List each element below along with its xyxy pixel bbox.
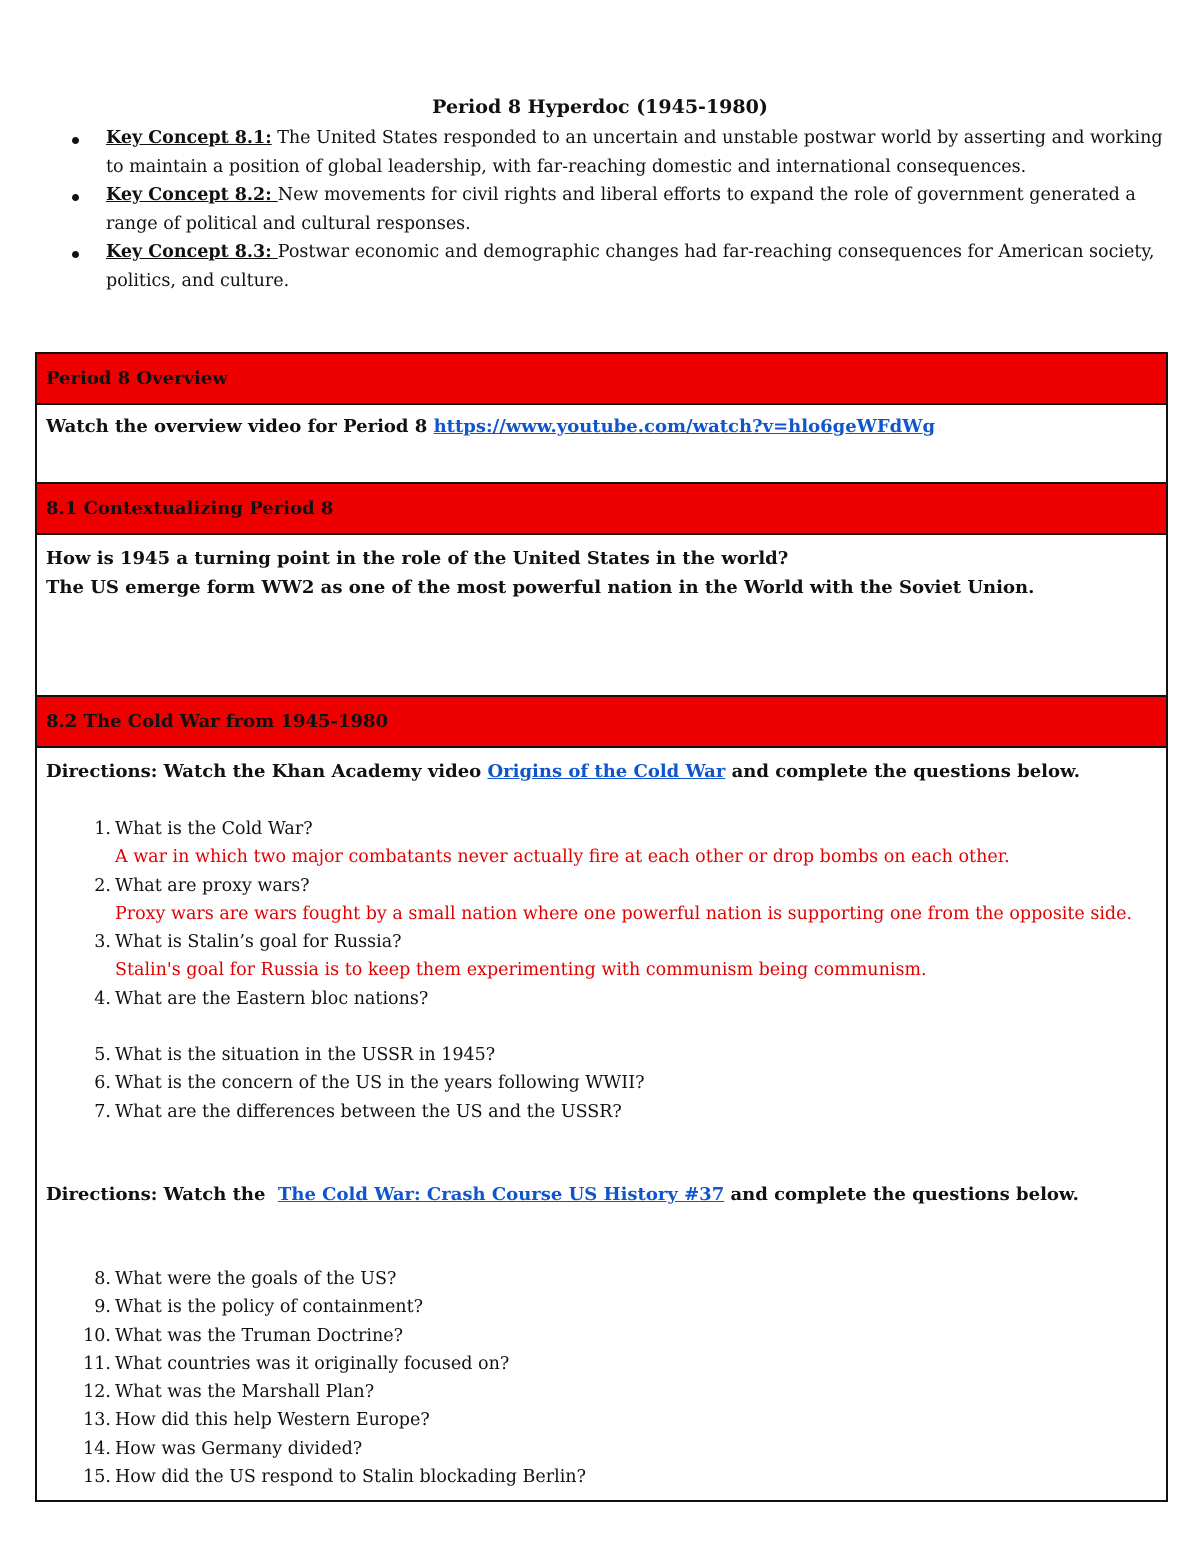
question-text: What are the Eastern bloc nations? [115,988,429,1009]
key-concepts-list [66,124,1166,295]
overview-prompt: Watch the overview video for Period 8 [46,416,434,437]
question-text: How did the US respond to Stalin blockading Berlin? [115,1467,586,1488]
list-item [75,1322,1155,1350]
key-concept-text: New movements for civil rights and liberal efforts to expand the role of government generated a range of political and cultural responses. [106,185,1136,234]
directions-khan [46,758,1116,787]
question-number: 11. [83,1353,111,1374]
question-number: 13. [83,1410,111,1431]
directions-text: Directions: Watch the [46,1184,278,1205]
origins-cold-war-link[interactable]: Origins of the Cold War [487,761,726,782]
overview-cell [46,416,1156,437]
answer-text: Stalin's goal for Russia is to keep them experimenting with communism being communism. [115,960,927,981]
question-text: What is the concern of the US in the years following WWII? [115,1073,645,1094]
question-text: What were the goals of the US? [115,1269,397,1289]
contextualizing-answer: The US emerge form WW2 as one of the most powerful nation in the World with the Soviet Union. [46,577,1035,598]
list-item [75,928,1155,985]
question-text: How did this help Western Europe? [115,1410,430,1431]
key-concept-label: Key Concept 8.3: [106,242,278,262]
directions-text: and complete the questions below. [724,1184,1079,1205]
section-header-contextualizing: 8.1 Contextualizing Period 8 [37,482,1166,535]
question-text: What countries was it originally focused on? [115,1353,510,1374]
question-number: 9. [94,1297,111,1318]
answer-text: A war in which two major combatants never actually fire at each other or drop bombs on each other. [115,847,1010,868]
list-item [75,1265,1155,1293]
question-text: What was the Truman Doctrine? [115,1325,404,1346]
key-concept-item [66,181,1166,238]
section-header-overview: Period 8 Overview [37,352,1166,405]
directions-text: and complete the questions below. [725,761,1080,782]
question-number: 8. [94,1269,111,1289]
question-number: 4. [94,988,111,1009]
question-number: 12. [83,1382,111,1403]
directions-text: Directions: Watch the Khan Academy video [46,761,488,782]
list-item [75,1406,1155,1434]
contextualizing-cell [46,544,1156,602]
question-number: 10. [83,1325,111,1346]
key-concept-text: The United States responded to an uncertain and unstable postwar world by asserting and working to maintain a position of global leadership, with far-reaching domestic and international consequences. [106,128,1163,177]
list-item [75,1069,1155,1097]
questions-list-crash-course [75,1265,1155,1491]
question-text: What is Stalin’s goal for Russia? [115,932,402,953]
hyperdoc-table [35,352,1168,1502]
question-number: 14. [83,1438,111,1459]
question-number: 15. [83,1467,111,1488]
question-text: What are the differences between the US and the USSR? [115,1101,622,1122]
question-number: 1. [94,819,111,839]
list-item [75,815,1155,872]
crash-course-link[interactable]: The Cold War: Crash Course US History #37 [277,1184,725,1205]
question-number: 6. [94,1073,111,1094]
key-concept-label: Key Concept 8.2: [106,185,278,205]
question-text: What is the Cold War? [115,819,313,839]
question-number: 3. [94,932,111,953]
question-text: What is the situation in the USSR in 1945? [115,1045,496,1066]
question-number: 5. [94,1045,111,1066]
page-title: Period 8 Hyperdoc (1945-1980) [432,96,768,118]
question-text: What are proxy wars? [115,875,310,896]
answer-text: Proxy wars are wars fought by a small nation where one powerful nation is supporting one from the opposite side. [115,903,1133,924]
list-item [75,1098,1155,1126]
list-item [75,1041,1155,1069]
key-concept-item [66,238,1166,295]
key-concept-item [66,124,1166,181]
question-text: How was Germany divided? [115,1438,363,1459]
list-item [75,1293,1155,1321]
list-item [75,872,1155,929]
list-item [75,1463,1155,1491]
contextualizing-question: How is 1945 a turning point in the role of the United States in the world? [46,548,789,569]
list-item [75,1435,1155,1463]
questions-list-khan [75,815,1155,1126]
list-item [75,1350,1155,1378]
list-item [75,1378,1155,1406]
overview-video-link[interactable]: https://www.youtube.com/watch?v=hlo6geWFdWg [433,416,936,437]
key-concept-text: Postwar economic and demographic changes had far-reaching consequences for American society, politics, and culture. [106,242,1155,291]
list-item [75,985,1155,1013]
section-header-cold-war: 8.2 The Cold War from 1945-1980 [37,695,1166,748]
question-text: What is the policy of containment? [115,1297,423,1318]
directions-crash-course [46,1181,1116,1210]
key-concept-label: Key Concept 8.1: [106,128,272,148]
question-text: What was the Marshall Plan? [115,1382,375,1403]
question-number: 2. [94,875,111,896]
question-number: 7. [94,1101,111,1122]
